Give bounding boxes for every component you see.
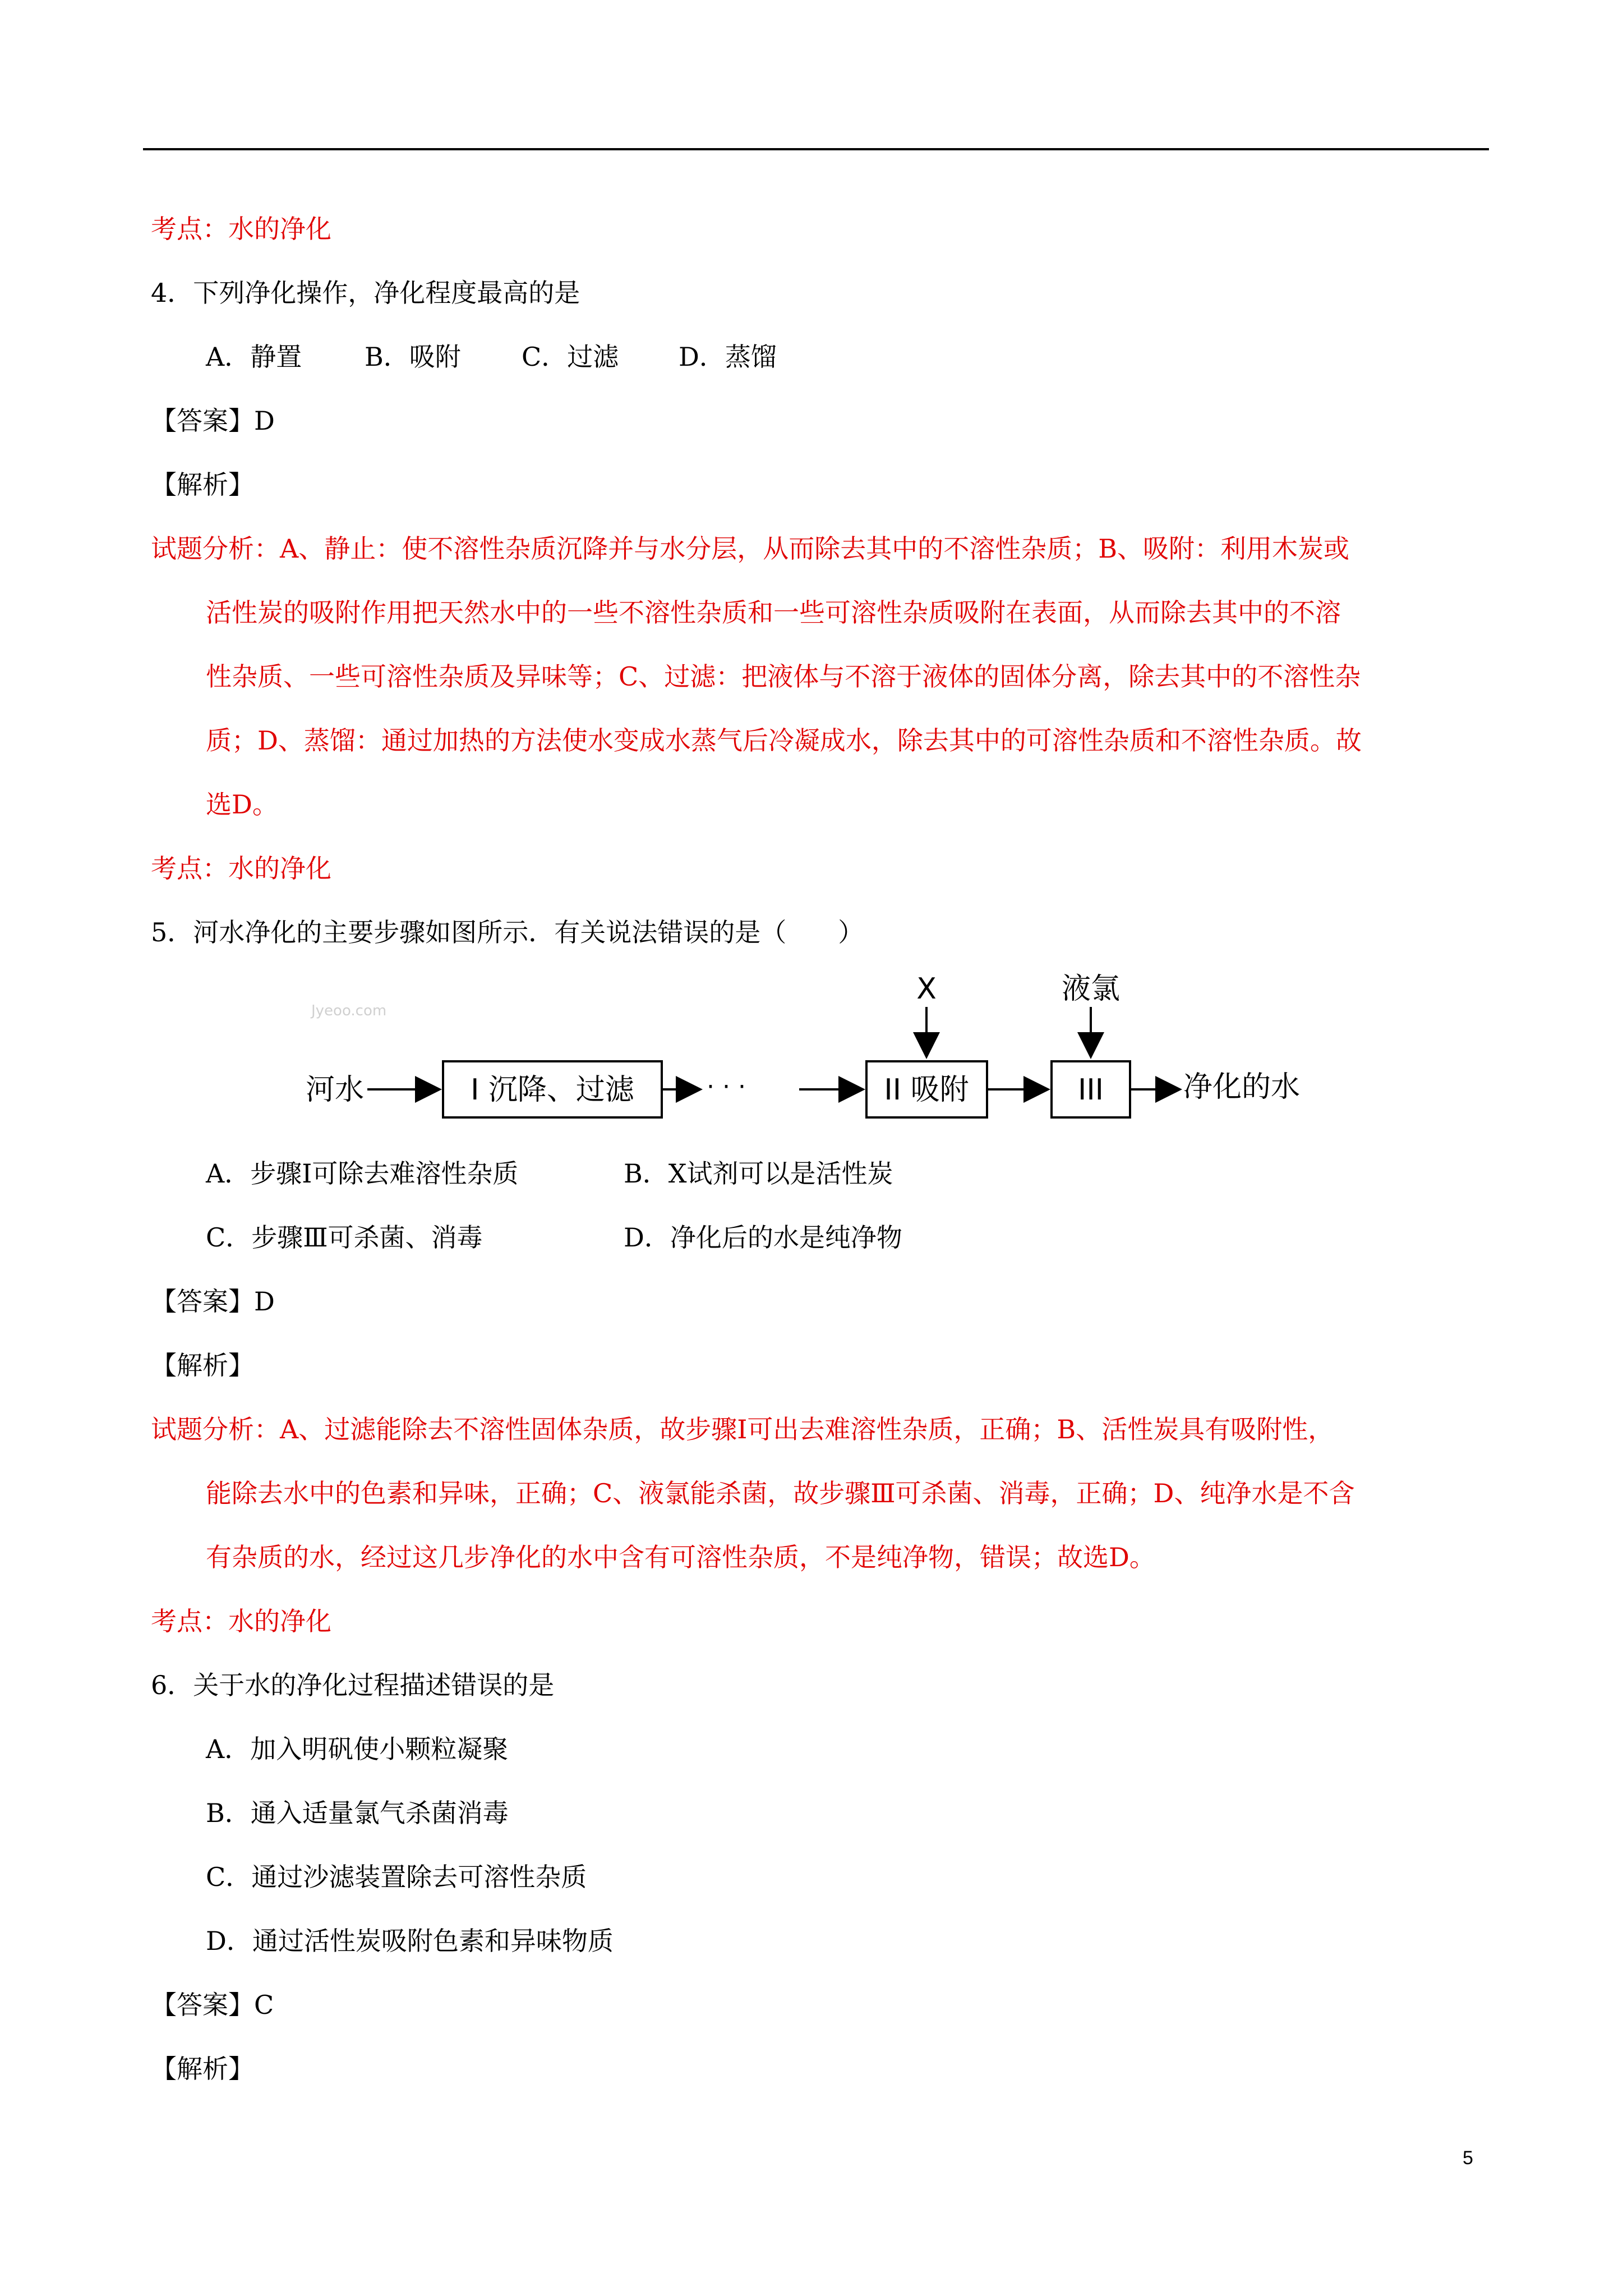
q5-option-a: A．步骤Ⅰ可除去难溶性杂质 — [206, 1158, 519, 1189]
q5-option-b: B．X试剂可以是活性炭 — [624, 1158, 893, 1189]
chlorine-label: 液氯 — [1061, 972, 1121, 1006]
q4-option-a: A．静置 — [206, 342, 302, 372]
question-5-stem: 5．河水净化的主要步骤如图所示．有关说法错误的是（ ） — [151, 917, 864, 947]
result-label: 净化的水 — [1183, 1070, 1301, 1104]
diagram-river-label: 河水 — [306, 1073, 365, 1107]
q6-answer: 【答案】C — [151, 1990, 274, 2020]
reagent-x-label: X — [916, 972, 937, 1006]
diagram-watermark: Jyeoo.com — [311, 1002, 387, 1019]
q5-option-c: C．步骤Ⅲ可杀菌、消毒 — [206, 1222, 483, 1253]
question-4-stem: 4．下列净化操作，净化程度最高的是 — [151, 278, 580, 308]
q4-option-b: B．吸附 — [365, 342, 461, 372]
q4-kaodian: 考点：水的净化 — [151, 853, 331, 884]
page-number: 5 — [1463, 2147, 1473, 2169]
q6-option-d: D．通过活性炭吸附色素和异味物质 — [206, 1926, 614, 1956]
diagram-dots: · · · — [707, 1073, 746, 1101]
q5-analysis-line-1: 试题分析：A、过滤能除去不溶性固体杂质，故步骤Ⅰ可出去难溶性杂质，正确；B、活性炭具有吸附性， — [151, 1414, 1334, 1444]
q6-option-b: B．通入适量氯气杀菌消毒 — [206, 1798, 509, 1828]
q4-analysis-line-4: 质；D、蒸馏：通过加热的方法使水变成水蒸气后冷凝成水，除去其中的可溶性杂质和不溶性杂质。故 — [206, 725, 1362, 756]
header-rule — [143, 148, 1489, 150]
q4-analysis-line-2: 活性炭的吸附作用把天然水中的一些不溶性杂质和一些可溶性杂质吸附在表面，从而除去其中的不溶 — [206, 597, 1341, 628]
step3-label: III — [1077, 1073, 1104, 1107]
q4-analysis-line-5: 选D。 — [206, 789, 278, 820]
q4-answer: 【答案】D — [151, 406, 275, 436]
q5-analysis-line-2: 能除去水中的色素和异味，正确；C、液氯能杀菌，故步骤Ⅲ可杀菌、消毒，正确；D、纯净水是不含 — [206, 1478, 1355, 1508]
q5-analysis-line-3: 有杂质的水，经过这几步净化的水中含有可溶性杂质，不是纯净物，错误；故选D。 — [206, 1542, 1155, 1572]
kaodian-label: 考点：水的净化 — [151, 214, 331, 244]
q6-option-a: A．加入明矾使小颗粒凝聚 — [206, 1734, 509, 1764]
q5-jiexi-label: 【解析】 — [151, 1350, 254, 1381]
step2-label: II 吸附 — [884, 1073, 969, 1107]
q4-analysis-line-3: 性杂质、一些可溶性杂质及异味等；C、过滤：把液体与不溶于液体的固体分离，除去其中的不溶性杂 — [206, 661, 1361, 692]
q5-kaodian: 考点：水的净化 — [151, 1606, 331, 1636]
q6-jiexi-label: 【解析】 — [151, 2054, 254, 2084]
q6-option-c: C．通过沙滤装置除去可溶性杂质 — [206, 1862, 587, 1892]
step1-label: I 沉降、过滤 — [471, 1073, 634, 1107]
water-purification-diagram — [306, 965, 1343, 1133]
q4-option-d: D．蒸馏 — [679, 342, 777, 372]
q4-analysis-line-1: 试题分析：A、静止：使不溶性杂质沉降并与水分层，从而除去其中的不溶性杂质；B、吸附：利用木炭或 — [151, 533, 1350, 564]
question-6-stem: 6．关于水的净化过程描述错误的是 — [151, 1670, 555, 1700]
q4-jiexi-label: 【解析】 — [151, 470, 254, 500]
q5-option-d: D．净化后的水是纯净物 — [624, 1222, 902, 1253]
q5-answer: 【答案】D — [151, 1286, 275, 1317]
q4-option-c: C．过滤 — [522, 342, 619, 372]
